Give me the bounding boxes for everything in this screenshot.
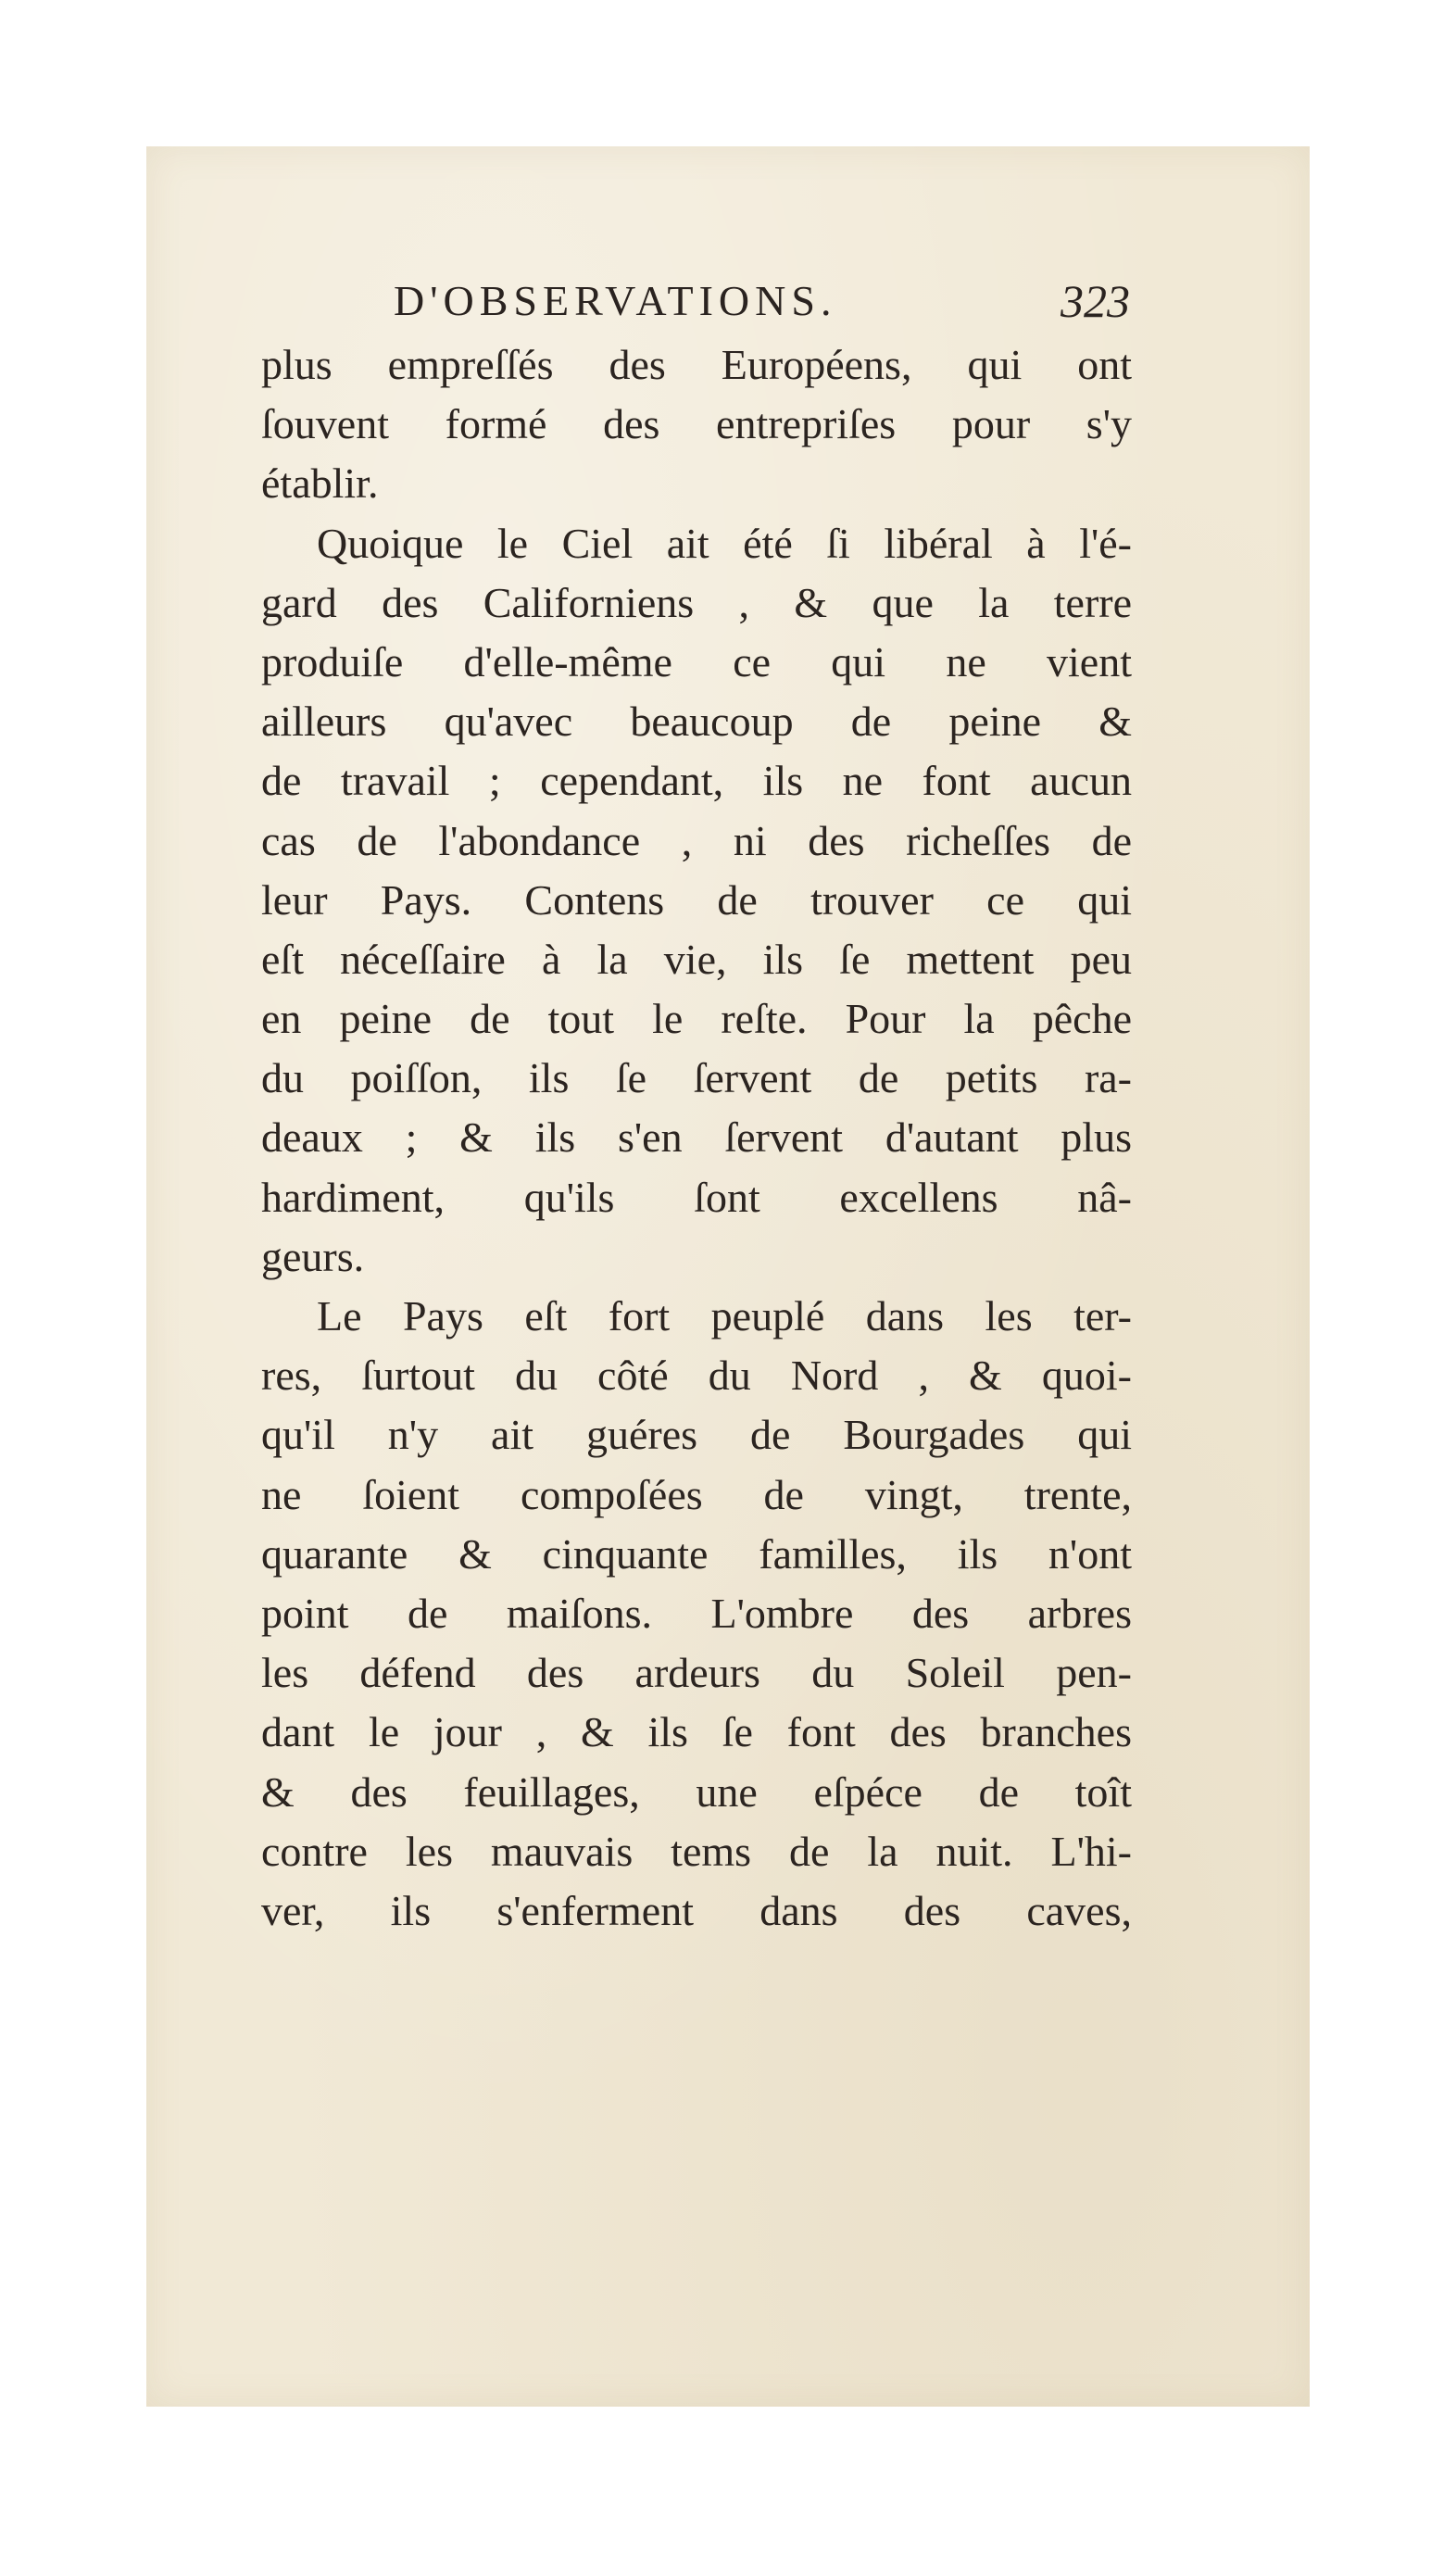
text-line: eſt néceſſaire à la vie, ils ſe mettent peu	[261, 935, 1132, 983]
text-line: gard des Californiens , & que la terre	[261, 578, 1132, 626]
text-line: dant le jour , & ils ſe font des branches	[261, 1708, 1132, 1756]
text-line: établir.	[261, 459, 379, 508]
text-line: cas de l'abondance , ni des richeſſes de	[261, 816, 1132, 864]
text-line: ſouvent formé des entrepriſes pour s'y	[261, 400, 1132, 448]
text-line: hardiment, qu'ils ſont excellens nâ-	[261, 1173, 1132, 1221]
text-line: ailleurs qu'avec beaucoup de peine &	[261, 698, 1132, 746]
text-line: & des feuillages, une eſpéce de toît	[261, 1767, 1132, 1816]
text-line: de travail ; cependant, ils ne font aucun	[261, 757, 1132, 805]
text-line: res, ſurtout du côté du Nord , & quoi-	[261, 1352, 1132, 1400]
text-line: quarante & cinquante familles, ils n'ont	[261, 1529, 1132, 1578]
body-text	[261, 335, 1132, 1941]
text-line: Le Pays eſt fort peuplé dans les ter-	[317, 1292, 1132, 1339]
text-line: Quoique le Ciel ait été ſi libéral à l'é-	[317, 519, 1132, 567]
text-line: point de maiſons. L'ombre des arbres	[261, 1589, 1132, 1637]
page-number: 323	[1061, 275, 1130, 327]
text-line: plus empreſſés des Européens, qui ont	[261, 341, 1132, 388]
text-line: du poiſſon, ils ſe ſervent de petits ra-	[261, 1054, 1132, 1102]
text-line: ver, ils s'enferment dans des caves,	[261, 1886, 1132, 1934]
text-line: contre les mauvais tems de la nuit. L'hi-	[261, 1827, 1132, 1875]
text-line: deaux ; & ils s'en ſervent d'autant plus	[261, 1113, 1132, 1162]
text-line: leur Pays. Contens de trouver ce qui	[261, 875, 1132, 924]
page-header	[394, 269, 1130, 333]
running-head: D'OBSERVATIONS.	[394, 277, 837, 324]
text-line: ne ſoient compoſées de vingt, trente,	[261, 1470, 1132, 1518]
text-line: produiſe d'elle-même ce qui ne vient	[261, 637, 1132, 685]
text-line: geurs.	[261, 1232, 365, 1280]
text-line: les défend des ardeurs du Soleil pen-	[261, 1649, 1132, 1697]
text-line: en peine de tout le reſte. Pour la pêche	[261, 995, 1132, 1043]
text-line: qu'il n'y ait guéres de Bourgades qui	[261, 1411, 1132, 1459]
